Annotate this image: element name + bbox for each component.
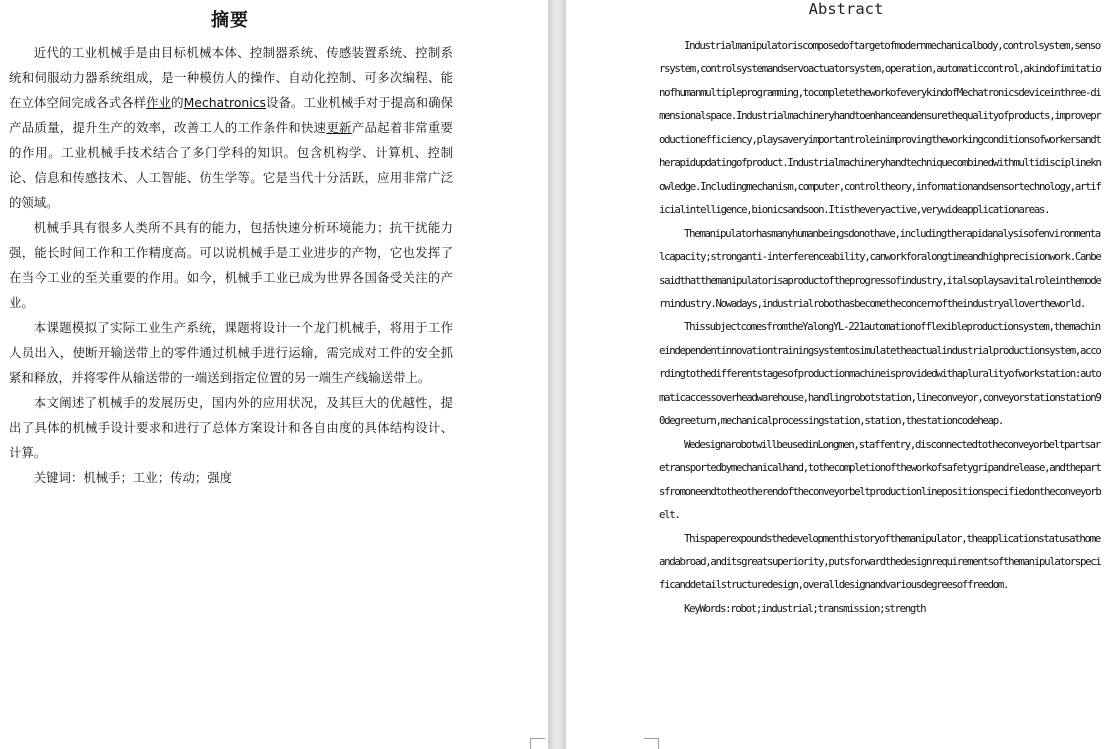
chinese-underlined-term: 更新	[326, 120, 352, 135]
english-abstract-title: Abstract	[808, 0, 884, 18]
chinese-abstract-body	[9, 40, 453, 490]
english-paragraph-1: Industrialmanipulatoriscomposedoftargetofmodernmechanicalbody,controlsystem,sensorsystem,controlsystemandservoactuatorsystem,operation,automaticcontrol,akindofimitationofhumanmultipleprogramming,tocompletetheworkofeverykindofMechatronicsdeviceinthree-dimensionalspace.Industrialmachineryhandtoenhanceandensurethequalityofproducts,improveproductionefficiency,playsaveryimportantroleinimprovingtheworkingconditionsofworkersandtherapidupdatingofproduct.Industrialmachineryhandtechniquecombinedwithmultidisciplineknowledge.Includingmechanism,computer,controltheory,informationandsensortechnology,artificialintelligence,bionicsandsoon.Itistheveryactive,verywideapplicationareas.	[659, 39, 1101, 217]
chinese-paragraph-1-text-d: 产品起着非常重要的作用。工业机械手技术结合了多门学科的知识。包含机构学、计算机、控制论、信息和传感技术、人工智能、仿生学等。它是当代十分活跃，应用非常广泛的领域。	[9, 120, 454, 210]
chinese-paragraph-4: 本文阐述了机械手的发展历史，国内外的应用状况，及其巨大的优越性，提出了具体的机械手设计要求和进行了总体方案设计和各自由度的具体结构设计、计算。	[9, 395, 453, 460]
page-corner-mark	[644, 738, 659, 749]
chinese-paragraph-2: 机械手具有很多人类所不具有的能力，包括快速分析环境能力；抗干扰能力强，能长时间工作和工作精度高。可以说机械手是工业进步的产物，它也发挥了在当今工业的至关重要的作用。如今，机械手工业已成为世界各国备受关注的产业。	[9, 220, 453, 310]
page-gutter	[548, 0, 566, 749]
english-abstract-page	[566, 0, 1113, 749]
english-paragraph-3: ThissubjectcomesfromtheYalongYL-221automationofflexibleproductionsystem,themachineindependentinnovationtrainingsystemtosimulatetheactualindustrialproductionsystem,accordingtothedifferentstagesofproductionmachineisprovidedwithapluralityofworkstation:automaticaccessoverheadwarehouse,handlingrobotstation,lineconveyor,conveyorstationstation90degreeturn,mechanicalprocessingstation,station,thestationcodeheap.	[659, 320, 1101, 428]
chinese-abstract-title: 摘要	[211, 10, 249, 31]
chinese-abstract-page	[0, 0, 548, 749]
chinese-keywords: 关键词：机械手；工业；传动；强度	[33, 470, 233, 485]
chinese-paragraph-1-text-a: 近代的工业机械手是由目标机械本体、控制器系统、传感装置系统、控制系统和伺服动力器系统组成，是一种模仿人的操作、自动化控制、可多次编程、能在立体空间完成各式各样	[9, 45, 453, 110]
english-abstract-body	[659, 34, 1101, 620]
chinese-paragraph-1-text-c: 设备。工业机械手对于提高和确保产品质量，提升生产的效率，改善工人的工作条件和快速	[9, 95, 453, 135]
english-paragraph-2: Themanipulatorhasmanyhumanbeingsdonothave,includingtherapidanalysisofenvironmentalcapacity;stronganti-interferenceability,canworkforalongtimeandhighprecisionwork.Canbesaidthatthemanipulatorisaproductoftheprogressofindustry,italsoplaysavitalroleinthemodernindustry.Nowadays,industrialrobothasbecometheconcernoftheindustryallovertheworld.	[659, 226, 1101, 310]
english-paragraph-5: Thispaperexpoundsthedevelopmenthistoryofthemanipulator,theapplicationstatusathomeandabroad,anditsgreatsuperiority,putsforwardthedesignrequirementsofthemanipulatorspecificanddetailstructuredesign,overalldesignandvariousdegreesoffreedom.	[659, 531, 1101, 592]
chinese-paragraph-3: 本课题模拟了实际工业生产系统，课题将设计一个龙门机械手，将用于工作人员出入，使断开输送带上的零件通过机械手进行运输，需完成对工件的安全抓紧和释放，并将零件从输送带的一端送到指定位置的另一端生产线输送带上。	[9, 320, 453, 385]
english-keywords: KeyWords:robot;industrial;transmission;strength	[684, 601, 926, 615]
chinese-underlined-term: 作业	[146, 95, 172, 110]
chinese-underlined-term: Mechatronics	[183, 95, 266, 110]
english-paragraph-4: WedesignarobotwillbeusedinLongmen,staffentry,disconnectedtotheconveyorbeltpartsaretransportedbymechanicalhand,tothecompletionoftheworkofsafetygripandrelease,andthepartsfromoneendtotheotherendoftheconveyorbeltproductionlinepositionspecifiedontheconveyorbelt.	[659, 437, 1101, 522]
chinese-paragraph-1	[9, 40, 453, 215]
page-corner-mark	[530, 738, 545, 749]
chinese-paragraph-1-text-b: 的	[171, 95, 184, 110]
